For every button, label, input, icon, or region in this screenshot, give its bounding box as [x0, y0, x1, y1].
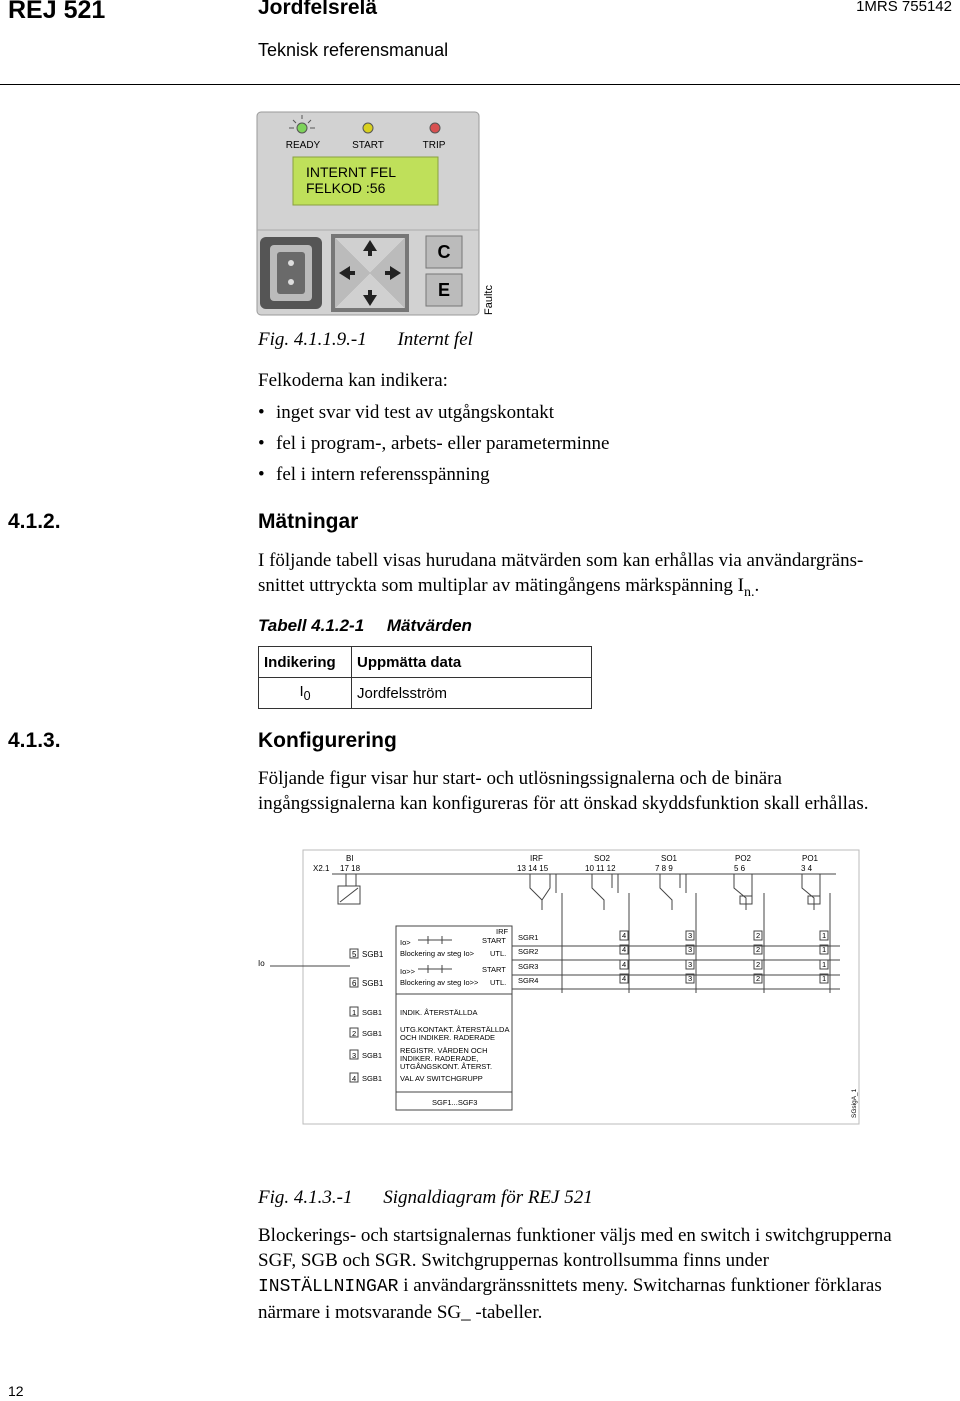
so2-label: SO2 [594, 854, 611, 863]
sgb-function-label: VAL AV SWITCHGRUPP [400, 1074, 483, 1083]
figure-2-number: Fig. 4.1.3.-1 [258, 1187, 353, 1208]
ready-label: READY [285, 140, 321, 151]
final-paragraph-line-1: Blockerings- och startsignalernas funktioner väljs med en switch i switchgrupperna [258, 1225, 892, 1246]
error-codes-list [258, 402, 609, 495]
section-config-number: 4.1.3. [8, 729, 61, 752]
section-measurements-title: Mätningar [258, 510, 359, 533]
sgr-switch-number: 4 [622, 974, 627, 983]
final-paragraph [258, 1223, 958, 1325]
sgb-function-label: INDIK. ÅTERSTÄLLDA [400, 1008, 478, 1017]
sgb-function-label: REGISTR. VÄRDEN OCH [400, 1046, 488, 1055]
page-number: 12 [8, 1383, 24, 1399]
table-row [259, 678, 592, 709]
sgb-switch-number: 6 [352, 979, 357, 988]
c-key: C [437, 242, 451, 262]
e-key: E [437, 280, 451, 300]
sgb-label: SGB1 [362, 1008, 383, 1017]
table-cell-indicator [259, 678, 352, 709]
figure-2-caption [258, 1187, 593, 1209]
table-header-indicator: Indikering [259, 647, 352, 678]
sgb-switch-number: 3 [352, 1051, 357, 1060]
table-caption-title: Mätvärden [386, 616, 472, 635]
trip-label: UTL. [490, 978, 507, 987]
irf-box-label: IRF [496, 927, 509, 936]
sgb-label: SGB1 [362, 1051, 383, 1060]
measurements-paragraph-line-2 [258, 573, 948, 605]
sgr-switch-number: 1 [822, 931, 827, 940]
device-front-panel-figure [255, 110, 500, 320]
sgb-switch-number: 5 [352, 950, 357, 959]
sgr-switch-number: 2 [756, 945, 761, 954]
bi-pins: 17 18 [340, 864, 361, 873]
figure-2-title: Signaldiagram för REJ 521 [383, 1187, 593, 1208]
table-caption-number: Tabell 4.1.2-1 [258, 616, 365, 635]
binary-input-optocoupler-icon [338, 874, 360, 904]
so1-pins: 7 8 9 [655, 864, 673, 873]
document-id: 1MRS 755142 [856, 0, 952, 15]
trip-label: UTL. [490, 949, 507, 958]
po2-pins: 5 6 [734, 864, 746, 873]
product-name: REJ 521 [8, 0, 106, 24]
start-label: START [482, 936, 506, 945]
irf-label: IRF [530, 854, 543, 863]
sgb-switch-number: 1 [352, 1008, 357, 1017]
sgb-function-label: OCH INDIKER. RADERADE [400, 1033, 496, 1042]
arrow-keypad-icon [331, 234, 409, 312]
table-header-row [259, 647, 592, 678]
document-subtitle: Teknisk referensmanual [258, 40, 449, 60]
figure-side-label: Faultc [483, 285, 495, 315]
sgr-switch-number: 2 [756, 931, 761, 940]
sgr-label: SGR4 [518, 976, 539, 985]
sgr-switch-number: 1 [822, 945, 827, 954]
stage-1-label: Io> [400, 938, 411, 947]
sgb-function-label: UTG.KONTAKT. ÅTERSTÄLLDA [400, 1025, 510, 1034]
document-title: Jordfelsrelä [258, 0, 378, 19]
section-config-title: Konfigurering [258, 729, 397, 752]
sgr-switch-number: 1 [822, 974, 827, 983]
sgb-label: SGB1 [362, 1074, 383, 1083]
stage-2-label: Io>> [400, 967, 416, 976]
stage-2-block-label: Blockering av steg Io>> [400, 978, 479, 987]
sgr-switch-number: 1 [822, 960, 827, 969]
diagram-id-label: SGsigA_1 [851, 1088, 858, 1118]
x2-label: X2.1 [313, 864, 330, 873]
po1-label: PO1 [802, 854, 819, 863]
figure-1-title: Internt fel [397, 329, 473, 350]
output-contacts-icon [530, 874, 820, 910]
sgr-switch-number: 2 [756, 960, 761, 969]
bi-label: BI [346, 854, 354, 863]
indicator-subscript: 0 [303, 689, 311, 703]
measurements-table [258, 646, 592, 709]
stage-1-block-label: Blockering av steg Io> [400, 949, 475, 958]
final-paragraph-line-3-text: i användargränssnittets meny. Switcharnas funktioner förklaras [398, 1275, 882, 1296]
measurements-paragraph [258, 548, 948, 605]
sgb-switch-number: 4 [352, 1074, 357, 1083]
section-measurements-number: 4.1.2. [8, 510, 61, 533]
config-paragraph-line-1: Följande figur visar hur start- och utlösningssignalerna och de binära [258, 768, 782, 789]
final-paragraph-line-3 [258, 1273, 958, 1300]
trip-label: TRIP [422, 140, 446, 151]
measurements-paragraph-subscript: n. [743, 584, 755, 600]
sgb-function-label: INDIKER. RADERADE, [400, 1054, 479, 1063]
sgb-label: SGB1 [362, 979, 384, 988]
sgr-switch-number: 2 [756, 974, 761, 983]
sgr-switch-number: 4 [622, 960, 627, 969]
so2-pins: 10 11 12 [585, 864, 616, 873]
irf-pins: 13 14 15 [517, 864, 549, 873]
sgr-switch-number: 4 [622, 945, 627, 954]
header-divider [0, 84, 960, 85]
po2-label: PO2 [735, 854, 752, 863]
measurements-paragraph-line-1: I följande tabell visas hurudana mätvärden som kan erhållas via användargräns- [258, 550, 864, 571]
error-codes-intro: Felkoderna kan indikera: [258, 370, 448, 391]
sgr-label: SGR2 [518, 947, 539, 956]
sgr-switch-number: 3 [688, 931, 693, 940]
config-paragraph [258, 766, 948, 816]
table-header-measured: Uppmätta data [352, 647, 592, 678]
sgr-label: SGR3 [518, 962, 539, 971]
list-item: • inget svar vid test av utgångskontakt [258, 402, 609, 433]
final-paragraph-line-2: SGF, SGB och SGR. Switchgruppernas kontrollsumma finns under [258, 1250, 769, 1271]
config-paragraph-line-2: ingångssignalerna kan konfigureras för att önskad skyddsfunktion skall erhållas. [258, 793, 869, 814]
start-label: START [352, 140, 384, 151]
start-label: START [482, 965, 506, 974]
sgr-switch-number: 4 [622, 931, 627, 940]
list-item: • fel i program-, arbets- eller parameterminne [258, 433, 609, 464]
table-caption [258, 616, 472, 636]
indicator-symbol: I [299, 683, 304, 700]
sgr-switch-number: 3 [688, 974, 693, 983]
sgf-label: SGF1...SGF3 [432, 1098, 478, 1107]
measurements-paragraph-end: . [754, 575, 760, 596]
sgb-label: SGB1 [362, 950, 384, 959]
lcd-line-2: FELKOD :56 [306, 180, 386, 196]
sgb-switch-number: 2 [352, 1029, 357, 1038]
po1-pins: 3 4 [801, 864, 813, 873]
signal-diagram-figure [250, 848, 870, 1128]
so1-label: SO1 [661, 854, 678, 863]
list-item: • fel i intern referensspänning [258, 464, 609, 495]
sgr-label: SGR1 [518, 933, 539, 942]
trip-led-icon [430, 123, 440, 133]
figure-1-number: Fig. 4.1.1.9.-1 [258, 329, 367, 350]
lcd-line-1: INTERNT FEL [306, 164, 396, 180]
start-led-icon [363, 123, 373, 133]
sgb-function-label: UTGÅNGSKONT. ÅTERST. [400, 1062, 493, 1071]
final-paragraph-line-4: närmare i motsvarande SG_ -tabeller. [258, 1302, 543, 1323]
io-label: Io [258, 959, 265, 968]
settings-menu-keyword: INSTÄLLNINGAR [258, 1277, 399, 1297]
measurements-paragraph-line-2-text: snittet uttryckta som multiplar av mätingångens märkspänning I [258, 575, 744, 596]
figure-1-caption [258, 329, 473, 351]
table-cell-value: Jordfelsström [352, 678, 592, 709]
sgr-switch-number: 3 [688, 960, 693, 969]
sgr-switch-number: 3 [688, 945, 693, 954]
sgb-label: SGB1 [362, 1029, 383, 1038]
